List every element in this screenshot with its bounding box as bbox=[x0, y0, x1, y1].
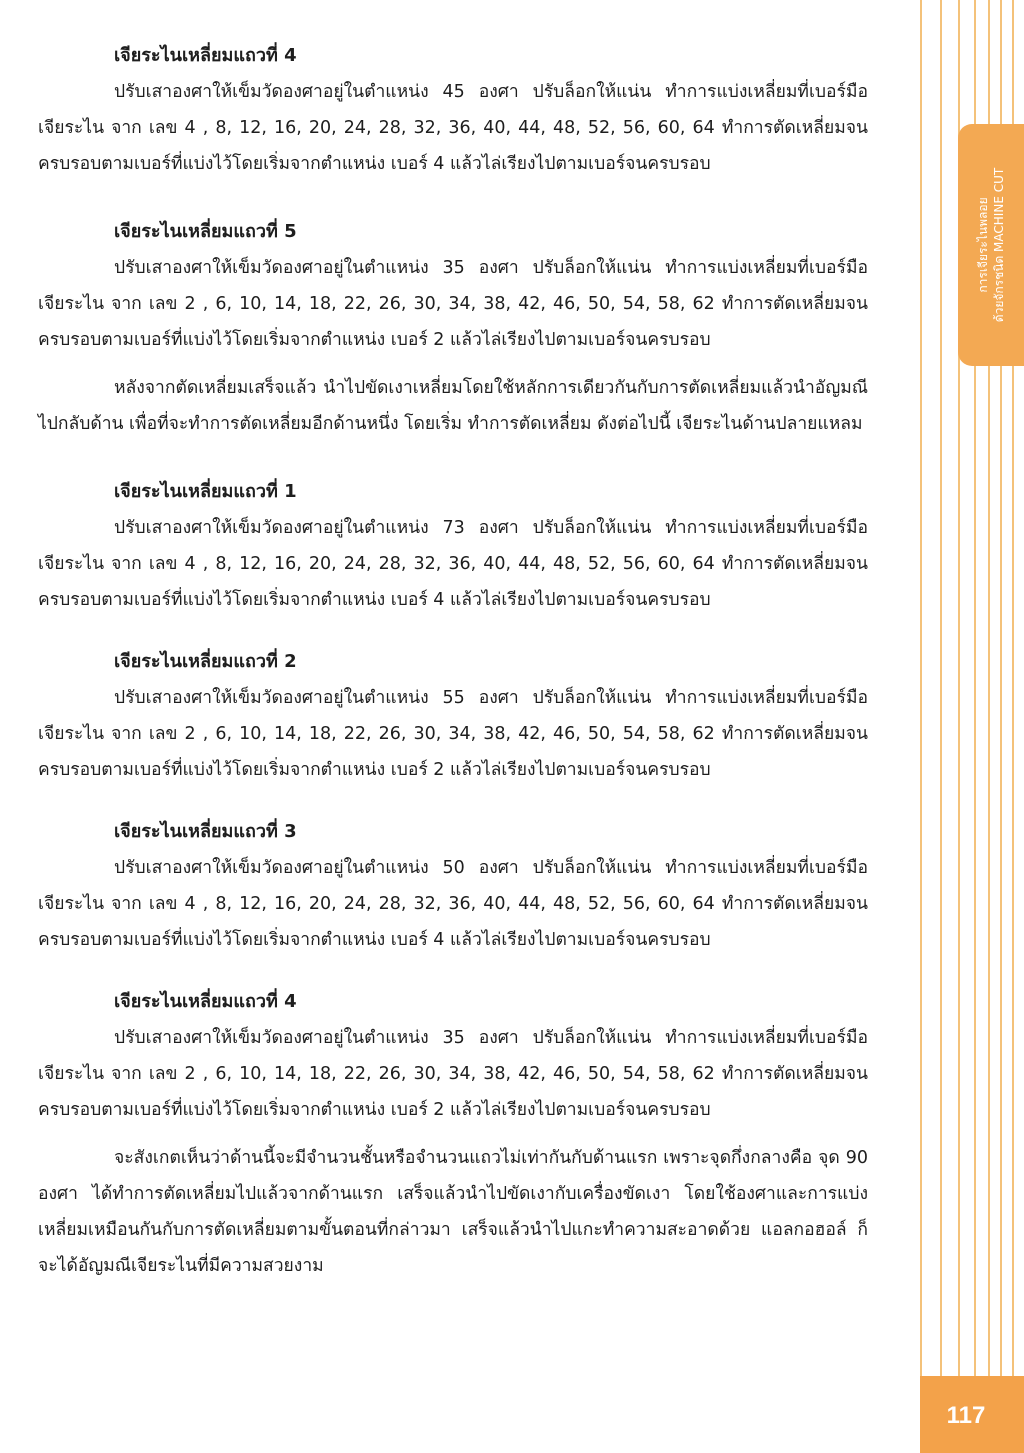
decorative-rail bbox=[920, 0, 922, 1453]
section-paragraph: ปรับเสาองศาให้เข็มวัดองศาอยู่ในตำแหน่ง 35 องศา ปรับล็อกให้แน่น ทำการแบ่งเหลี่ยมที่เบอร์มือเจียระไน จาก เลข 2 , 6, 10, 14, 18, 22, 26, 30, 34, 38, 42, 46, 50, 54, 58, 62 ทำการตัดเหลี่ยมจนครบรอบตามเบอร์ที่แบ่งไว้โดยเริ่มจากตำแหน่ง เบอร์ 2 แล้วไล่เรียงไปตามเบอร์จนครบรอบ bbox=[38, 258, 868, 350]
section-closing-note bbox=[38, 1140, 868, 1284]
section-pavilion-row2 bbox=[38, 644, 868, 788]
section-heading: เจียระไนเหลี่ยมแถวที่ 3 bbox=[114, 821, 297, 842]
section-row5-35deg bbox=[38, 214, 868, 358]
section-paragraph: ปรับเสาองศาให้เข็มวัดองศาอยู่ในตำแหน่ง 55 องศา ปรับล็อกให้แน่น ทำการแบ่งเหลี่ยมที่เบอร์มือเจียระไน จาก เลข 2 , 6, 10, 14, 18, 22, 26, 30, 34, 38, 42, 46, 50, 54, 58, 62 ทำการตัดเหลี่ยมจนครบรอบตามเบอร์ที่แบ่งไว้โดยเริ่มจากตำแหน่ง เบอร์ 2 แล้วไล่เรียงไปตามเบอร์จนครบรอบ bbox=[38, 688, 868, 780]
section-heading: เจียระไนเหลี่ยมแถวที่ 4 bbox=[114, 991, 297, 1012]
chapter-tab-label bbox=[958, 124, 1024, 366]
section-heading: เจียระไนเหลี่ยมแถวที่ 4 bbox=[114, 45, 297, 66]
section-pavilion-row3 bbox=[38, 814, 868, 958]
decorative-rail bbox=[940, 0, 942, 1453]
section-heading: เจียระไนเหลี่ยมแถวที่ 5 bbox=[114, 221, 297, 242]
section-heading: เจียระไนเหลี่ยมแถวที่ 2 bbox=[114, 651, 297, 672]
section-pavilion-row4 bbox=[38, 984, 868, 1128]
chapter-tab-line1: การเจียระไนพลอย bbox=[976, 197, 991, 293]
section-paragraph: ปรับเสาองศาให้เข็มวัดองศาอยู่ในตำแหน่ง 73 องศา ปรับล็อกให้แน่น ทำการแบ่งเหลี่ยมที่เบอร์มือเจียระไน จาก เลข 4 , 8, 12, 16, 20, 24, 28, 32, 36, 40, 44, 48, 52, 56, 60, 64 ทำการตัดเหลี่ยมจนครบรอบตามเบอร์ที่แบ่งไว้โดยเริ่มจากตำแหน่ง เบอร์ 4 แล้วไล่เรียงไปตามเบอร์จนครบรอบ bbox=[38, 518, 868, 610]
chapter-tab-line2: ด้วยจักรชนิด MACHINE CUT bbox=[992, 167, 1007, 323]
section-paragraph: ปรับเสาองศาให้เข็มวัดองศาอยู่ในตำแหน่ง 45 องศา ปรับล็อกให้แน่น ทำการแบ่งเหลี่ยมที่เบอร์มือเจียระไน จาก เลข 4 , 8, 12, 16, 20, 24, 28, 32, 36, 40, 44, 48, 52, 56, 60, 64 ทำการตัดเหลี่ยมจนครบรอบตามเบอร์ที่แบ่งไว้โดยเริ่มจากตำแหน่ง เบอร์ 4 แล้วไล่เรียงไปตามเบอร์จนครบรอบ bbox=[38, 82, 868, 174]
section-row4-45deg bbox=[38, 38, 868, 182]
section-flip-side-note bbox=[38, 370, 868, 442]
section-pavilion-row1 bbox=[38, 474, 868, 618]
section-heading: เจียระไนเหลี่ยมแถวที่ 1 bbox=[114, 481, 297, 502]
section-paragraph: จะสังเกตเห็นว่าด้านนี้จะมีจำนวนชั้นหรือจำนวนแถวไม่เท่ากันกับด้านแรก เพราะจุดกึ่งกลางคือ จุด 90 องศา ได้ทำการตัดเหลี่ยมไปแล้วจากด้านแรก เสร็จแล้วนำไปขัดเงากับเครื่องขัดเงา โดยใช้องศาและการแบ่งเหลี่ยมเหมือนกันกับการตัดเหลี่ยมตามขั้นตอนที่กล่าวมา เสร็จแล้วนำไปแกะทำความสะอาดด้วย แอลกอฮอล์ ก็จะได้อัญมณีเจียระไนที่มีความสวยงาม bbox=[38, 1148, 868, 1276]
section-paragraph: หลังจากตัดเหลี่ยมเสร็จแล้ว นำไปขัดเงาเหลี่ยมโดยใช้หลักการเดียวกันกับการตัดเหลี่ยมแล้วนำอัญมณีไปกลับด้าน เพื่อที่จะทำการตัดเหลี่ยมอีกด้านหนึ่ง โดยเริ่ม ทำการตัดเหลี่ยม ดังต่อไปนี้ เจียระไนด้านปลายแหลม bbox=[38, 378, 868, 434]
page-number: 117 bbox=[946, 1402, 986, 1429]
section-paragraph: ปรับเสาองศาให้เข็มวัดองศาอยู่ในตำแหน่ง 35 องศา ปรับล็อกให้แน่น ทำการแบ่งเหลี่ยมที่เบอร์มือเจียระไน จาก เลข 2 , 6, 10, 14, 18, 22, 26, 30, 34, 38, 42, 46, 50, 54, 58, 62 ทำการตัดเหลี่ยมจนครบรอบตามเบอร์ที่แบ่งไว้โดยเริ่มจากตำแหน่ง เบอร์ 2 แล้วไล่เรียงไปตามเบอร์จนครบรอบ bbox=[38, 1028, 868, 1120]
document-body bbox=[38, 38, 868, 1284]
section-paragraph: ปรับเสาองศาให้เข็มวัดองศาอยู่ในตำแหน่ง 50 องศา ปรับล็อกให้แน่น ทำการแบ่งเหลี่ยมที่เบอร์มือเจียระไน จาก เลข 4 , 8, 12, 16, 20, 24, 28, 32, 36, 40, 44, 48, 52, 56, 60, 64 ทำการตัดเหลี่ยมจนครบรอบตามเบอร์ที่แบ่งไว้โดยเริ่มจากตำแหน่ง เบอร์ 4 แล้วไล่เรียงไปตามเบอร์จนครบรอบ bbox=[38, 858, 868, 950]
